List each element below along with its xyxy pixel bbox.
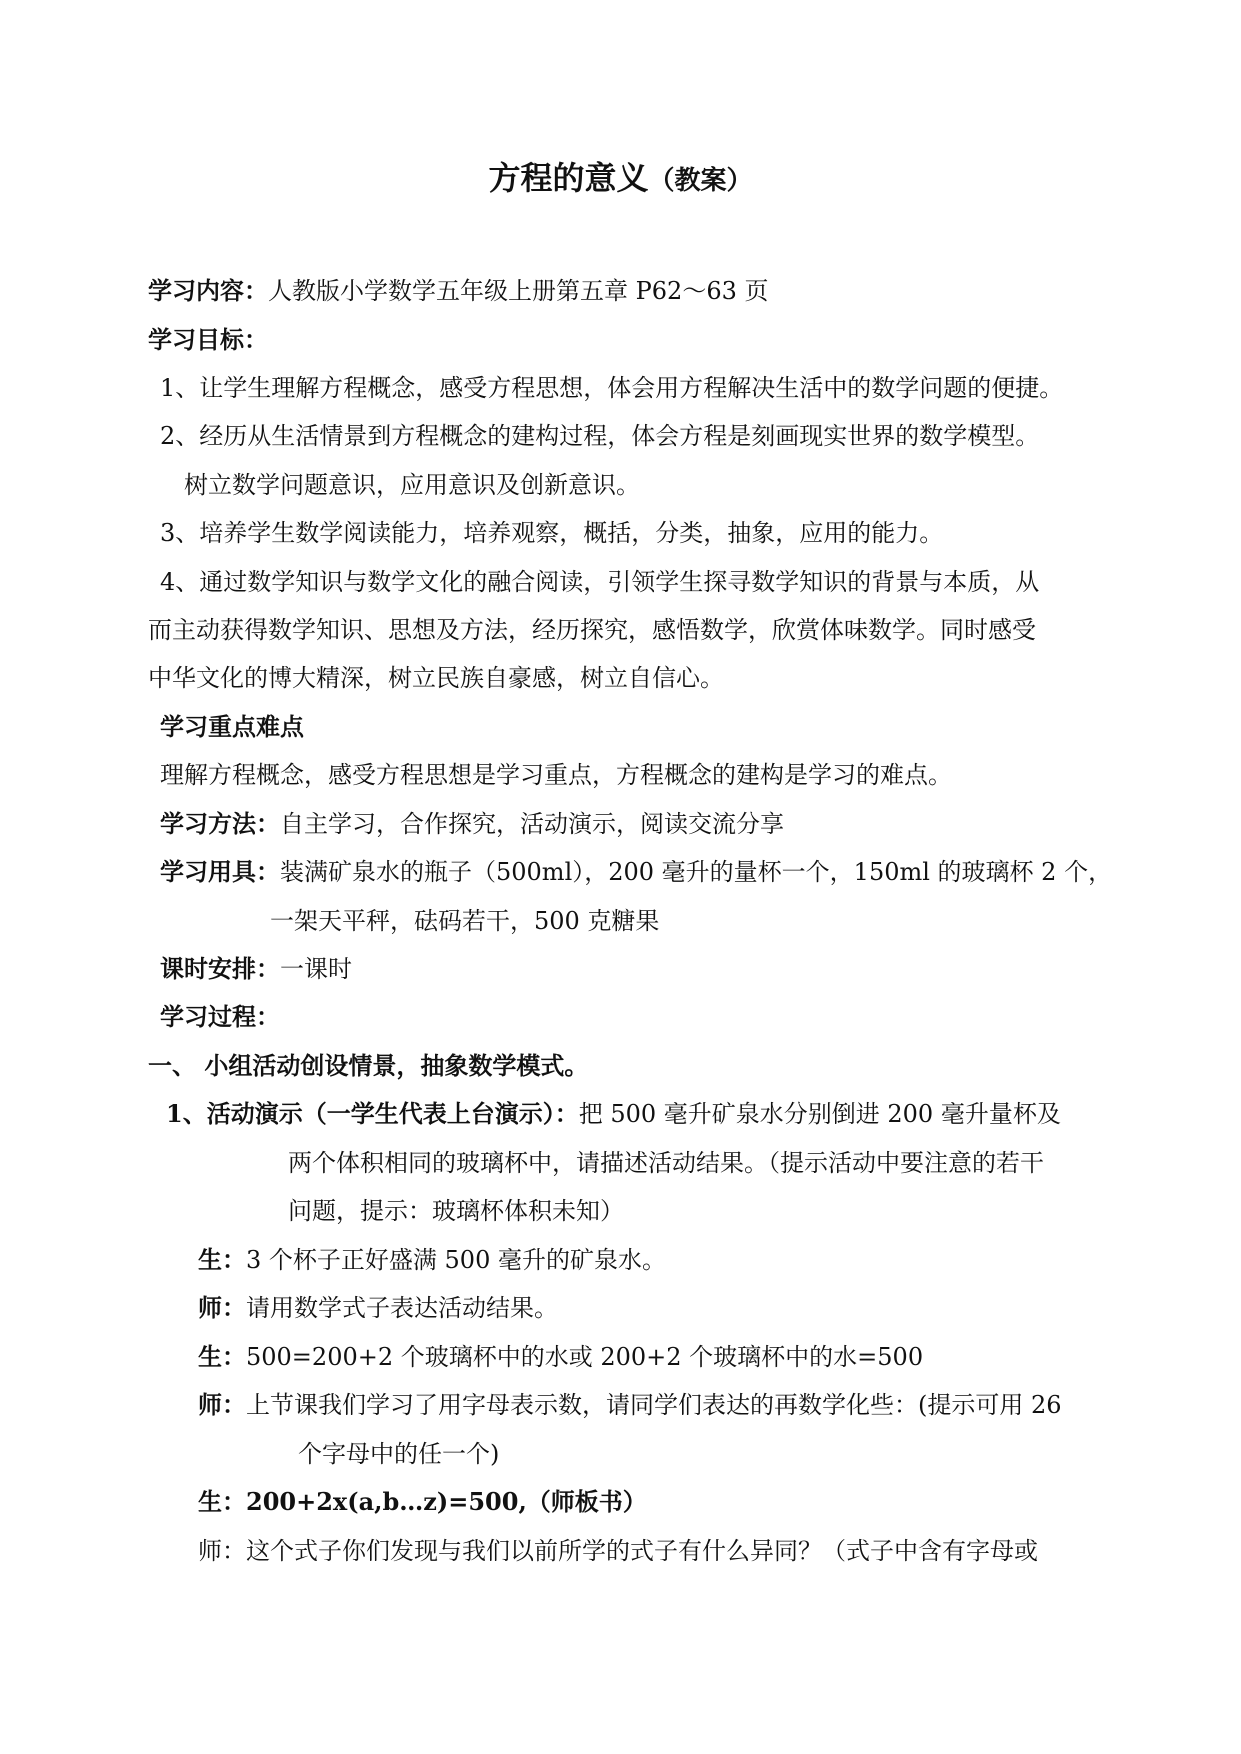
objective-item: 3、培养学生数学阅读能力，培养观察，概括，分类，抽象，应用的能力。 (160, 519, 944, 547)
dialogue-speaker: 师： (198, 1537, 246, 1565)
dialogue-line (198, 1293, 558, 1323)
dialogue-text: 3 个杯子正好盛满 500 毫升的矿泉水。 (246, 1246, 666, 1274)
dialogue-text: 200+2x(a,b…z)=500,（师板书） (246, 1487, 647, 1516)
activity-text-cont: 问题，提示：玻璃杯体积未知） (288, 1197, 624, 1225)
schedule-label: 课时安排： (160, 954, 280, 983)
method-text: 自主学习，合作探究，活动演示，阅读交流分享 (280, 810, 784, 838)
content-label: 学习内容： (148, 276, 268, 305)
dialogue-text: 请用数学式子表达活动结果。 (246, 1294, 558, 1322)
dialogue-text: 这个式子你们发现与我们以前所学的式子有什么异同？（式子中含有字母或 (246, 1537, 1038, 1565)
key-points-text: 理解方程概念，感受方程思想是学习重点，方程概念的建构是学习的难点。 (160, 761, 952, 789)
tools-text-cont: 一架天平秤，砝码若干，500 克糖果 (270, 907, 660, 935)
objective-item: 树立数学问题意识，应用意识及创新意识。 (184, 471, 640, 499)
dialogue-speaker: 生： (198, 1342, 246, 1371)
tools-line (160, 857, 1112, 887)
dialogue-speaker: 生： (198, 1487, 246, 1516)
dialogue-speaker: 生： (198, 1245, 246, 1274)
dialogue-line (198, 1487, 647, 1517)
dialogue-text: 500=200+2 个玻璃杯中的水或 200+2 个玻璃杯中的水=500 (246, 1343, 924, 1371)
schedule-line (160, 954, 352, 984)
activity-text: 把 500 毫升矿泉水分别倒进 200 毫升量杯及 (578, 1100, 1061, 1128)
activity-text-cont: 两个体积相同的玻璃杯中，请描述活动结果。（提示活动中要注意的若干 (288, 1149, 1044, 1177)
dialogue-line (198, 1536, 1038, 1566)
document-title (0, 158, 1241, 201)
dialogue-line (198, 1342, 923, 1372)
objectives-label: 学习目标： (148, 325, 268, 354)
objective-item: 2、经历从生活情景到方程概念的建构过程，体会方程是刻画现实世界的数学模型。 (160, 422, 1040, 450)
activity-line (166, 1099, 1061, 1129)
dialogue-line (198, 1390, 1062, 1420)
title-main: 方程的意义 (488, 159, 649, 197)
objective-item: 4、通过数学知识与数学文化的融合阅读，引领学生探寻数学知识的背景与本质，从 (160, 568, 1040, 596)
method-label: 学习方法： (160, 809, 280, 838)
schedule-text: 一课时 (280, 955, 352, 983)
tools-text: 装满矿泉水的瓶子（500ml），200 毫升的量杯一个，150ml 的玻璃杯 2 个， (280, 858, 1113, 886)
dialogue-text-cont: 个字母中的任一个) (298, 1440, 500, 1468)
content-text: 人教版小学数学五年级上册第五章 P62～63 页 (268, 277, 769, 305)
process-label: 学习过程： (160, 1002, 280, 1031)
dialogue-line (198, 1245, 666, 1275)
dialogue-speaker: 师： (198, 1293, 246, 1322)
dialogue-text: 上节课我们学习了用字母表示数，请同学们表达的再数学化些：(提示可用 26 (246, 1391, 1062, 1419)
tools-label: 学习用具： (160, 857, 280, 886)
activity-label: 1、活动演示（一学生代表上台演示）： (166, 1099, 579, 1128)
method-line (160, 809, 784, 839)
objective-item: 中华文化的博大精深，树立民族自豪感，树立自信心。 (148, 664, 724, 692)
dialogue-speaker: 师： (198, 1390, 246, 1419)
title-suffix: （教案） (648, 166, 753, 196)
objective-item: 而主动获得数学知识、思想及方法，经历探究，感悟数学，欣赏体味数学。同时感受 (148, 616, 1036, 644)
key-points-label: 学习重点难点 (160, 712, 304, 741)
content-line (148, 276, 768, 306)
section-heading: 一、 小组活动创设情景，抽象数学模式。 (148, 1051, 589, 1080)
objective-item: 1、让学生理解方程概念，感受方程思想，体会用方程解决生活中的数学问题的便捷。 (160, 374, 1064, 402)
